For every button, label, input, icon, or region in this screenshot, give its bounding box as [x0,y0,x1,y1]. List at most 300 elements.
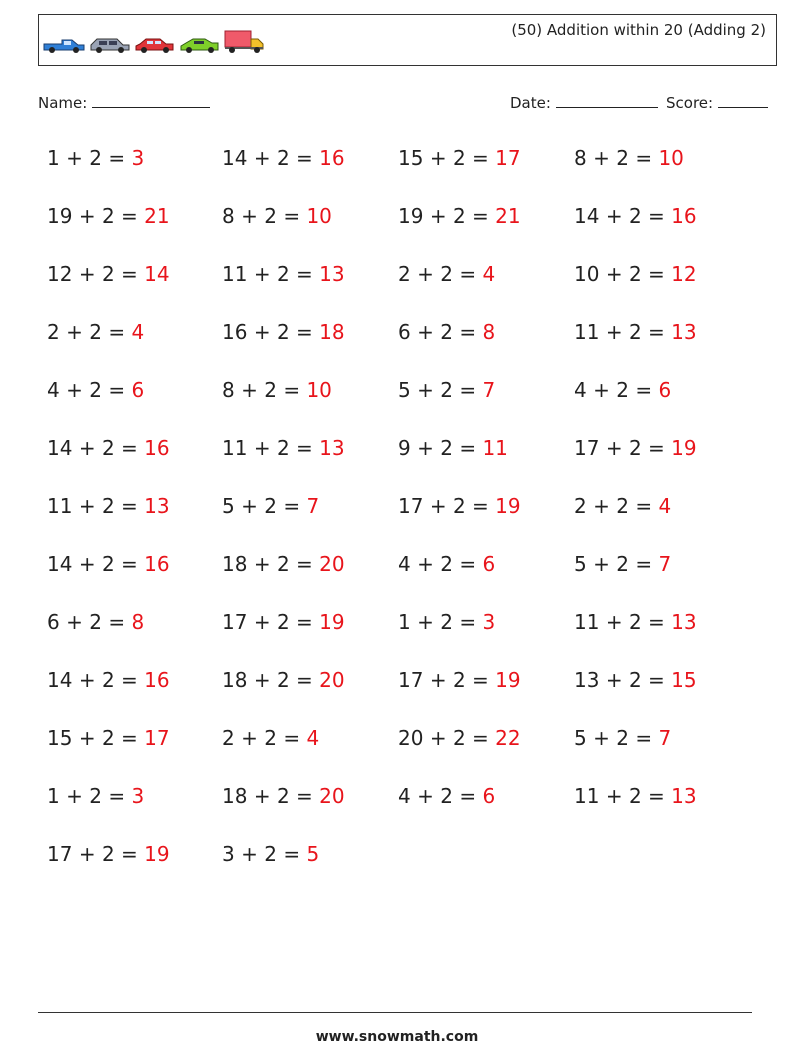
addend-b: 2 [452,668,466,692]
addend-a: 19 [398,204,424,228]
problem-item [47,204,170,228]
problem-item [574,784,697,808]
plus-sign: + [253,552,271,576]
plus-sign: + [417,320,434,344]
equals-sign: = [296,552,313,576]
addend-b: 2 [440,610,453,634]
answer: 4 [131,320,145,344]
equals-sign: = [648,610,665,634]
plus-sign: + [605,784,623,808]
addend-b: 2 [264,378,277,402]
equals-sign: = [283,204,301,228]
answer: 21 [495,204,521,228]
addend-a: 1 [47,784,60,808]
addend-a: 14 [222,146,248,170]
addend-a: 4 [398,552,411,576]
equals-sign: = [296,610,313,634]
addend-b: 2 [101,494,115,518]
equals-sign: = [296,320,313,344]
problem-item [574,726,671,750]
answer: 13 [671,610,697,634]
addend-b: 2 [89,378,102,402]
answer: 4 [306,726,320,750]
equals-sign: = [635,552,653,576]
answer: 11 [482,436,508,460]
problem-item [222,726,319,750]
answer: 16 [144,436,170,460]
suv-icon [89,36,131,54]
addend-a: 1 [398,610,411,634]
problem-item [47,494,170,518]
equals-sign: = [635,378,653,402]
addend-b: 2 [276,436,290,460]
problem-item [398,378,495,402]
problem-item [574,610,697,634]
addend-a: 2 [398,262,411,286]
plus-sign: + [78,726,96,750]
problem-item [222,436,345,460]
equals-sign: = [459,610,477,634]
equals-sign: = [108,146,126,170]
plus-sign: + [253,320,271,344]
addend-a: 17 [222,610,248,634]
problem-item [222,842,319,866]
problem-item [47,436,170,460]
addend-a: 8 [222,204,235,228]
equals-sign: = [121,842,138,866]
addend-a: 11 [47,494,73,518]
plus-sign: + [66,320,83,344]
addend-a: 14 [47,552,73,576]
addend-b: 2 [101,726,115,750]
answer: 19 [495,668,521,692]
addend-a: 11 [574,784,600,808]
addend-b: 2 [264,494,277,518]
answer: 16 [144,552,170,576]
plus-sign: + [417,262,434,286]
worksheet-title: (50) Addition within 20 (Adding 2) [511,21,766,39]
addend-b: 2 [616,726,629,750]
answer: 14 [144,262,170,286]
plus-sign: + [417,784,434,808]
equals-sign: = [459,436,477,460]
answer: 10 [306,204,332,228]
equals-sign: = [121,494,138,518]
addend-b: 2 [101,204,115,228]
addend-a: 5 [574,552,587,576]
addend-b: 2 [452,204,466,228]
addend-a: 16 [222,320,248,344]
plus-sign: + [417,436,434,460]
equals-sign: = [121,436,138,460]
answer: 4 [658,494,672,518]
plus-sign: + [429,494,447,518]
plus-sign: + [429,726,447,750]
equals-sign: = [296,784,313,808]
addend-a: 14 [47,668,73,692]
problem-item [47,842,170,866]
addend-b: 2 [264,204,277,228]
problem-item [222,204,332,228]
addend-b: 2 [628,610,642,634]
addend-a: 17 [574,436,600,460]
addend-b: 2 [452,146,466,170]
addend-b: 2 [616,552,629,576]
footer-divider [38,1012,752,1013]
equals-sign: = [459,320,477,344]
plus-sign: + [241,204,258,228]
answer: 19 [671,436,697,460]
addend-b: 2 [89,320,102,344]
plus-sign: + [78,552,96,576]
plus-sign: + [78,494,96,518]
worksheet-header [38,14,777,66]
equals-sign: = [121,726,138,750]
problem-item [47,610,144,634]
equals-sign: = [648,262,665,286]
name-blank[interactable] [92,93,210,108]
equals-sign: = [648,436,665,460]
addend-a: 15 [398,146,424,170]
addend-a: 5 [222,494,235,518]
answer: 12 [671,262,697,286]
addend-b: 2 [264,842,277,866]
problem-item [47,146,144,170]
problem-item [574,262,697,286]
equals-sign: = [108,378,126,402]
addend-b: 2 [89,610,102,634]
problem-item [222,494,319,518]
problem-item [222,552,345,576]
addend-b: 2 [616,378,629,402]
addend-a: 1 [47,146,60,170]
equals-sign: = [472,668,489,692]
addend-a: 14 [574,204,600,228]
equals-sign: = [296,436,313,460]
answer: 13 [144,494,170,518]
addend-a: 19 [47,204,73,228]
vehicle-icons [42,28,266,54]
problem-item [398,320,495,344]
equals-sign: = [296,262,313,286]
equals-sign: = [648,204,665,228]
equals-sign: = [472,204,489,228]
equals-sign: = [648,784,665,808]
addend-a: 4 [47,378,60,402]
answer: 3 [131,784,145,808]
answer: 6 [658,378,672,402]
score-blank[interactable] [718,93,768,108]
problem-item [398,726,521,750]
addend-b: 2 [616,146,629,170]
plus-sign: + [78,842,96,866]
addend-a: 17 [47,842,73,866]
problem-item [222,320,345,344]
plus-sign: + [78,204,96,228]
problem-item [398,784,495,808]
answer: 16 [144,668,170,692]
addend-a: 10 [574,262,600,286]
delivery-truck-icon [224,30,266,54]
addend-b: 2 [628,784,642,808]
addend-b: 2 [440,552,453,576]
addend-b: 2 [276,146,290,170]
plus-sign: + [605,204,623,228]
answer: 13 [319,262,345,286]
addend-b: 2 [276,262,290,286]
plus-sign: + [241,494,258,518]
footer-url: www.snowmath.com [315,1029,479,1045]
addend-a: 4 [398,784,411,808]
addend-a: 8 [574,146,587,170]
problem-item [398,436,508,460]
answer: 19 [495,494,521,518]
addend-b: 2 [101,842,115,866]
equals-sign: = [635,726,653,750]
plus-sign: + [253,784,271,808]
problem-item [398,668,521,692]
plus-sign: + [605,436,623,460]
answer: 22 [495,726,521,750]
answer: 19 [319,610,345,634]
problem-item [222,784,345,808]
answer: 16 [319,146,345,170]
answer: 15 [671,668,697,692]
plus-sign: + [253,146,271,170]
problem-item [47,668,170,692]
equals-sign: = [472,726,489,750]
answer: 6 [482,552,496,576]
plus-sign: + [593,726,610,750]
plus-sign: + [241,726,258,750]
answer: 7 [482,378,496,402]
score-label: Score: [666,94,714,112]
addend-b: 2 [276,784,290,808]
problem-item [574,146,684,170]
problem-item [398,204,521,228]
equals-sign: = [283,726,301,750]
equals-sign: = [635,494,653,518]
addend-a: 9 [398,436,411,460]
problem-item [574,552,671,576]
addend-a: 17 [398,668,424,692]
plus-sign: + [593,378,610,402]
addend-a: 18 [222,552,248,576]
problem-item [398,262,495,286]
addend-b: 2 [276,320,290,344]
answer: 20 [319,552,345,576]
problem-item [398,494,521,518]
plus-sign: + [253,436,271,460]
addend-b: 2 [628,204,642,228]
answer: 7 [658,726,672,750]
answer: 19 [144,842,170,866]
problem-item [47,784,144,808]
answer: 5 [306,842,320,866]
answer: 17 [144,726,170,750]
problem-item [574,494,671,518]
plus-sign: + [78,436,96,460]
answer: 16 [671,204,697,228]
addend-b: 2 [452,726,466,750]
answer: 6 [131,378,145,402]
problem-item [222,262,345,286]
name-field[interactable] [38,93,210,112]
equals-sign: = [283,842,301,866]
plus-sign: + [417,610,434,634]
equals-sign: = [108,784,126,808]
green-car-icon [179,36,221,54]
problem-item [47,262,170,286]
equals-sign: = [121,668,138,692]
addend-a: 20 [398,726,424,750]
addend-a: 8 [222,378,235,402]
equals-sign: = [648,668,665,692]
equals-sign: = [459,552,477,576]
date-blank[interactable] [556,93,658,108]
addend-b: 2 [276,610,290,634]
date-label: Date: [510,94,551,112]
answer: 10 [658,146,684,170]
date-field[interactable] [510,93,658,112]
equals-sign: = [635,146,653,170]
equals-sign: = [459,378,477,402]
addend-b: 2 [440,262,453,286]
addend-a: 15 [47,726,73,750]
plus-sign: + [429,668,447,692]
addend-b: 2 [101,552,115,576]
problem-item [574,436,697,460]
answer: 10 [306,378,332,402]
addend-b: 2 [276,668,290,692]
equals-sign: = [121,552,138,576]
problem-item [222,610,345,634]
answer: 13 [671,784,697,808]
addend-a: 4 [574,378,587,402]
addend-b: 2 [440,436,453,460]
addend-a: 18 [222,668,248,692]
equals-sign: = [459,784,477,808]
answer: 13 [319,436,345,460]
score-field[interactable] [666,93,768,112]
answer: 18 [319,320,345,344]
problem-item [574,320,697,344]
plus-sign: + [66,610,83,634]
addend-b: 2 [628,668,642,692]
answer: 13 [671,320,697,344]
addend-a: 5 [574,726,587,750]
plus-sign: + [605,668,623,692]
problem-item [398,146,521,170]
addend-a: 13 [574,668,600,692]
problem-item [574,378,671,402]
equals-sign: = [296,668,313,692]
equals-sign: = [648,320,665,344]
addend-b: 2 [101,262,115,286]
problem-item [47,378,144,402]
answer: 3 [131,146,145,170]
equals-sign: = [283,378,301,402]
addend-a: 5 [398,378,411,402]
plus-sign: + [593,552,610,576]
pickup-truck-icon [42,36,86,54]
plus-sign: + [417,552,434,576]
plus-sign: + [253,610,271,634]
answer: 8 [131,610,145,634]
addend-a: 3 [222,842,235,866]
plus-sign: + [605,262,623,286]
addend-a: 18 [222,784,248,808]
problem-item [47,726,170,750]
plus-sign: + [66,378,83,402]
answer: 6 [482,784,496,808]
answer: 4 [482,262,496,286]
plus-sign: + [429,204,447,228]
answer: 17 [495,146,521,170]
plus-sign: + [593,146,610,170]
addend-a: 14 [47,436,73,460]
addend-a: 11 [574,320,600,344]
problem-item [398,552,495,576]
plus-sign: + [593,494,610,518]
equals-sign: = [108,320,126,344]
addend-b: 2 [440,784,453,808]
equals-sign: = [121,262,138,286]
addend-b: 2 [101,436,115,460]
plus-sign: + [66,146,83,170]
answer: 20 [319,784,345,808]
addend-b: 2 [452,494,466,518]
addend-b: 2 [628,262,642,286]
answer: 3 [482,610,496,634]
equals-sign: = [472,146,489,170]
addend-a: 12 [47,262,73,286]
plus-sign: + [605,610,623,634]
addend-b: 2 [628,436,642,460]
equals-sign: = [283,494,301,518]
addend-a: 11 [574,610,600,634]
addend-b: 2 [440,378,453,402]
addend-b: 2 [101,668,115,692]
plus-sign: + [417,378,434,402]
addend-a: 6 [398,320,411,344]
addend-a: 11 [222,262,248,286]
plus-sign: + [605,320,623,344]
answer: 20 [319,668,345,692]
plus-sign: + [253,262,271,286]
addend-b: 2 [628,320,642,344]
addend-b: 2 [276,552,290,576]
red-car-icon [134,36,176,54]
plus-sign: + [241,378,258,402]
addend-a: 2 [222,726,235,750]
problem-item [574,668,697,692]
problem-item [47,320,144,344]
problem-item [222,378,332,402]
plus-sign: + [429,146,447,170]
addend-b: 2 [616,494,629,518]
plus-sign: + [253,668,271,692]
plus-sign: + [241,842,258,866]
problem-item [222,146,345,170]
problem-item [47,552,170,576]
addend-b: 2 [89,146,102,170]
answer: 7 [658,552,672,576]
plus-sign: + [66,784,83,808]
equals-sign: = [472,494,489,518]
addend-b: 2 [89,784,102,808]
problem-item [398,610,495,634]
